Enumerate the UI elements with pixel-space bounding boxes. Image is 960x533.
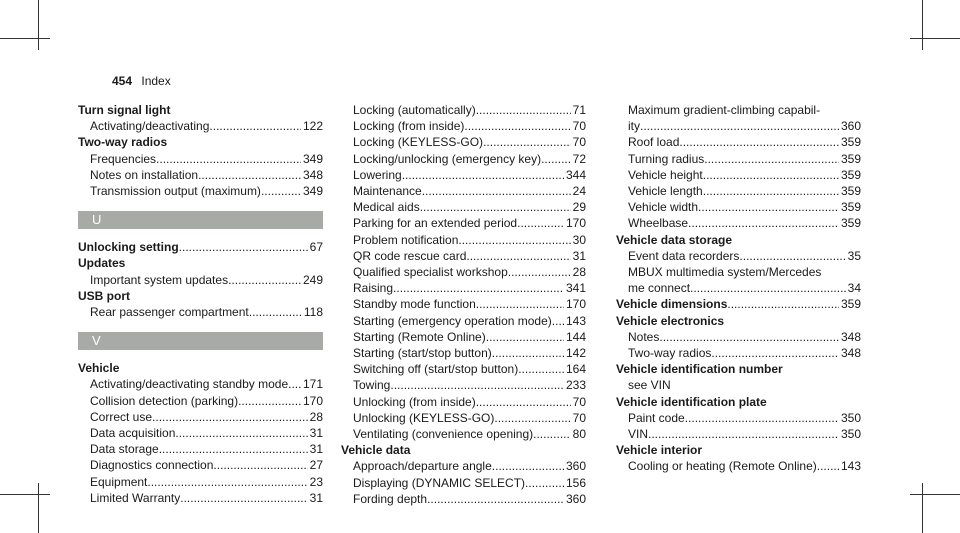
leader-dots <box>679 134 839 150</box>
index-heading: Turn signal light <box>78 103 171 117</box>
page-reference[interactable]: 67 <box>309 240 323 255</box>
index-subentry[interactable] <box>616 329 861 345</box>
index-subentry[interactable] <box>616 199 861 215</box>
entry-label: Transmission output (maximum) <box>90 184 261 199</box>
entry-label: Approach/departure angle <box>353 459 492 474</box>
page-reference[interactable]: 170 <box>302 393 323 408</box>
page-reference[interactable]: 70 <box>572 394 586 409</box>
page-reference[interactable]: 249 <box>302 272 323 287</box>
index-subentry[interactable] <box>78 409 323 425</box>
page-reference[interactable]: 143 <box>840 459 861 474</box>
entry-label: Correct use <box>90 409 153 424</box>
page-reference[interactable]: 359 <box>840 297 861 312</box>
entry-label: Locking (automatically) <box>353 103 476 117</box>
index-subentry[interactable] <box>616 167 861 183</box>
index-subentry[interactable] <box>616 183 861 199</box>
page-reference[interactable]: 344 <box>565 167 586 182</box>
page-reference[interactable]: 122 <box>302 119 323 134</box>
section-letter-bar: V <box>78 332 323 350</box>
page-reference[interactable]: 28 <box>309 409 323 424</box>
leader-dots <box>552 313 564 329</box>
leader-dots <box>541 151 571 167</box>
entry-label: Starting (emergency operation mode) <box>353 313 552 328</box>
index-subentry[interactable] <box>341 475 586 491</box>
index-subentry[interactable] <box>341 232 586 248</box>
entry-label: Paint code <box>628 410 685 425</box>
index-subentry[interactable] <box>341 410 586 426</box>
leader-dots <box>494 410 570 426</box>
index-subentry[interactable] <box>78 167 323 183</box>
page-reference[interactable]: 70 <box>572 410 586 425</box>
page-reference[interactable]: 72 <box>572 151 586 166</box>
leader-dots <box>180 490 307 506</box>
page-reference[interactable]: 28 <box>572 265 586 280</box>
crop-mark <box>0 38 50 39</box>
index-column-2 <box>341 102 586 507</box>
page-reference[interactable]: 359 <box>840 151 861 166</box>
leader-dots <box>198 167 301 183</box>
index-subentry[interactable] <box>341 215 586 231</box>
page-reference[interactable]: 360 <box>565 459 586 474</box>
page-header <box>112 74 171 88</box>
leader-dots <box>175 425 307 441</box>
page-reference[interactable]: 24 <box>572 184 586 199</box>
leader-dots <box>420 199 571 215</box>
leader-dots <box>288 376 301 392</box>
page-reference[interactable]: 164 <box>565 362 586 377</box>
entry-label: Unlocking (KEYLESS-GO) <box>353 410 495 425</box>
index-subentry[interactable] <box>616 458 861 474</box>
index-subentry[interactable] <box>616 134 861 150</box>
section-letter-bar: U <box>78 211 323 229</box>
index-heading: Vehicle interior <box>616 443 703 458</box>
page-reference[interactable]: 29 <box>572 200 586 215</box>
leader-dots <box>422 183 571 199</box>
page-reference[interactable]: 118 <box>303 305 323 320</box>
entry-label: Starting (start/stop button) <box>353 346 492 361</box>
index-subentry[interactable] <box>78 474 323 490</box>
index-subentry[interactable] <box>341 248 586 264</box>
entry-label: Displaying (DYNAMIC SELECT) <box>353 475 526 490</box>
page-reference[interactable]: 170 <box>565 297 586 312</box>
index-subentry[interactable] <box>341 329 586 345</box>
entry-label: Maintenance <box>353 184 422 199</box>
section-name: Index <box>141 74 171 88</box>
entry-label: Problem notification <box>353 232 459 247</box>
leader-dots <box>648 426 839 442</box>
index-subentry[interactable] <box>341 296 586 312</box>
entry-label: Qualified specialist workshop <box>353 265 508 280</box>
leader-dots <box>458 232 570 248</box>
page-reference[interactable]: 359 <box>840 135 861 150</box>
page-reference[interactable]: 70 <box>572 135 586 150</box>
index-heading: Vehicle identification number <box>616 362 783 377</box>
page-reference[interactable]: 35 <box>847 248 861 263</box>
index-heading: Two-way radios <box>78 135 168 150</box>
index-subentry[interactable] <box>78 490 323 506</box>
page-reference[interactable]: 31 <box>309 426 323 441</box>
entry-label: Turning radius <box>628 151 705 166</box>
entry-label: VIN <box>628 427 649 442</box>
entry-label: Notes on installation <box>90 167 199 182</box>
leader-dots <box>704 151 839 167</box>
index-subentry-text: see VIN <box>628 378 671 393</box>
page-reference[interactable]: 348 <box>840 346 861 361</box>
crop-mark <box>0 494 50 495</box>
entry-label: Two-way radios <box>628 346 712 361</box>
index-column-1 <box>78 102 323 506</box>
entry-label: Towing <box>353 378 391 393</box>
leader-dots <box>517 215 564 231</box>
page-reference[interactable]: 144 <box>565 329 586 344</box>
leader-dots <box>508 264 571 280</box>
index-heading: Vehicle <box>78 361 120 376</box>
entry-label: Wheelbase <box>628 216 689 231</box>
leader-dots <box>711 345 839 361</box>
leader-dots <box>476 296 564 312</box>
entry-label: Data storage <box>90 442 159 457</box>
index-subentry[interactable] <box>616 248 861 264</box>
entry-label: Notes <box>628 329 660 344</box>
index-subentry[interactable] <box>616 280 861 296</box>
leader-dots <box>393 280 564 296</box>
entry-label: Roof load <box>628 135 680 150</box>
entry-label: Cooling or heating (Remote Online) <box>628 459 817 474</box>
leader-dots <box>261 183 301 199</box>
leader-dots <box>402 167 564 183</box>
leader-dots <box>464 118 570 134</box>
index-heading-entry[interactable] <box>78 239 323 255</box>
leader-dots <box>739 248 845 264</box>
page-reference[interactable]: 71 <box>572 103 586 117</box>
index-subentry[interactable] <box>341 199 586 215</box>
leader-dots <box>159 441 308 457</box>
leader-dots <box>727 296 839 312</box>
entry-label: Important system updates <box>90 272 229 287</box>
index-heading: Updates <box>78 256 126 271</box>
page-reference[interactable]: 359 <box>840 216 861 231</box>
entry-label: Unlocking setting <box>78 240 179 255</box>
index-subentry[interactable] <box>616 118 861 134</box>
page-reference[interactable]: 359 <box>840 184 861 199</box>
entry-label: Equipment <box>90 474 148 489</box>
index-heading: USB port <box>78 288 130 303</box>
crop-mark <box>38 483 39 533</box>
entry-label: Vehicle dimensions <box>616 297 728 312</box>
crop-mark <box>922 483 923 533</box>
page-reference[interactable]: 156 <box>565 475 586 490</box>
page-reference[interactable]: 350 <box>840 410 861 425</box>
page-reference[interactable]: 30 <box>572 232 586 247</box>
index-subentry[interactable] <box>616 345 861 361</box>
index-subentry[interactable] <box>341 264 586 280</box>
index-subentry[interactable] <box>341 361 586 377</box>
page-reference[interactable]: 31 <box>572 248 586 263</box>
entry-label: Standby mode function <box>353 297 476 312</box>
leader-dots <box>228 272 301 288</box>
index-subentry[interactable] <box>341 426 586 442</box>
page-reference[interactable]: 360 <box>840 119 861 134</box>
leader-dots <box>640 118 839 134</box>
index-subentry[interactable] <box>616 151 861 167</box>
leader-dots <box>486 329 564 345</box>
page-reference[interactable]: 359 <box>840 200 861 215</box>
page-reference[interactable]: 171 <box>302 377 323 392</box>
leader-dots <box>690 280 846 296</box>
index-subentry[interactable] <box>78 151 323 167</box>
index-subentry[interactable] <box>341 102 586 118</box>
entry-label: Vehicle height <box>628 167 703 182</box>
index-subentry[interactable] <box>341 151 586 167</box>
leader-dots <box>685 410 839 426</box>
page-reference[interactable]: 142 <box>565 346 586 361</box>
entry-label: me connect <box>628 281 691 296</box>
leader-dots <box>518 361 564 377</box>
index-subentry[interactable] <box>341 313 586 329</box>
page-number: 454 <box>112 74 133 88</box>
index-heading: Vehicle electronics <box>616 313 725 328</box>
index-heading: Vehicle data <box>341 443 411 458</box>
page-reference[interactable]: 349 <box>302 184 323 199</box>
index-subentry[interactable] <box>616 410 861 426</box>
index-subentry[interactable] <box>341 280 586 296</box>
entry-label: Medical aids <box>353 200 420 215</box>
index-heading-entry[interactable] <box>616 296 861 312</box>
entry-label: Fording depth <box>353 491 428 506</box>
index-subentry[interactable] <box>78 272 323 288</box>
page-reference[interactable]: 143 <box>565 313 586 328</box>
entry-label: QR code rescue card <box>353 248 467 263</box>
leader-dots <box>688 215 839 231</box>
entry-label: Locking/unlocking (emergency key) <box>353 151 542 166</box>
entry-label: Activating/deactivating <box>90 119 210 134</box>
page-reference[interactable]: 360 <box>565 491 586 506</box>
entry-label: Collision detection (parking) <box>90 393 239 408</box>
crop-mark <box>910 494 960 495</box>
index-subentry[interactable] <box>78 118 323 134</box>
index-subentry[interactable] <box>78 441 323 457</box>
leader-dots <box>698 199 839 215</box>
leader-dots <box>525 475 564 491</box>
leader-dots <box>427 491 564 507</box>
page-reference[interactable]: 349 <box>302 151 323 166</box>
page-reference[interactable]: 80 <box>572 427 586 442</box>
page-reference[interactable]: 341 <box>565 281 586 296</box>
entry-label: Diagnostics connection <box>90 458 214 473</box>
page-reference[interactable]: 23 <box>309 474 323 489</box>
entry-label: Data acquisition <box>90 426 176 441</box>
entry-label: Vehicle length <box>628 184 703 199</box>
entry-label: Unlocking (from inside) <box>353 394 476 409</box>
leader-dots <box>249 304 302 320</box>
leader-dots <box>483 134 571 150</box>
entry-label: Rear passenger compartment <box>90 305 249 320</box>
page-reference[interactable]: 348 <box>840 329 861 344</box>
entry-label: Activating/deactivating standby mode <box>90 377 289 392</box>
crop-mark <box>922 0 923 50</box>
index-subentry[interactable] <box>341 394 586 410</box>
index-subentry[interactable] <box>78 393 323 409</box>
index-subentry[interactable] <box>341 134 586 150</box>
entry-label: Locking (KEYLESS-GO) <box>353 135 484 150</box>
leader-dots <box>390 377 564 393</box>
leader-dots <box>238 393 301 409</box>
index-subentry-text: Maximum gradient-climbing capabil- <box>628 103 821 117</box>
index-subentry[interactable] <box>341 118 586 134</box>
entry-label: Starting (Remote Online) <box>353 329 486 344</box>
index-subentry[interactable] <box>341 377 586 393</box>
page-reference[interactable]: 31 <box>309 490 323 505</box>
leader-dots <box>476 102 571 118</box>
index-subentry[interactable] <box>341 345 586 361</box>
leader-dots <box>703 183 839 199</box>
leader-dots <box>817 458 839 474</box>
leader-dots <box>156 151 301 167</box>
entry-label: Lowering <box>353 167 402 182</box>
index-subentry[interactable] <box>616 426 861 442</box>
index-subentry[interactable] <box>341 458 586 474</box>
entry-label: ity <box>628 119 640 134</box>
leader-dots <box>659 329 839 345</box>
crop-mark <box>910 38 960 39</box>
page-reference[interactable]: 350 <box>840 427 861 442</box>
entry-label: Limited Warranty <box>90 490 181 505</box>
crop-mark <box>38 0 39 50</box>
leader-dots <box>476 394 571 410</box>
leader-dots <box>147 474 307 490</box>
leader-dots <box>466 248 570 264</box>
leader-dots <box>492 458 564 474</box>
index-subentry[interactable] <box>341 491 586 507</box>
entry-label: Switching off (start/stop button) <box>353 362 519 377</box>
index-heading: Vehicle identification plate <box>616 394 767 409</box>
leader-dots <box>213 457 307 473</box>
index-subentry[interactable] <box>78 376 323 392</box>
leader-dots <box>179 239 308 255</box>
entry-label: Frequencies <box>90 151 157 166</box>
entry-label: Parking for an extended period <box>353 216 518 231</box>
index-column-3 <box>616 102 861 475</box>
index-heading: Vehicle data storage <box>616 232 733 247</box>
entry-label: Vehicle width <box>628 200 699 215</box>
page-reference[interactable]: 359 <box>840 167 861 182</box>
page-reference[interactable]: 27 <box>309 458 323 473</box>
index-subentry[interactable] <box>341 167 586 183</box>
index-subentry[interactable] <box>78 183 323 199</box>
index-subentry[interactable] <box>341 183 586 199</box>
leader-dots <box>209 118 301 134</box>
entry-label: Raising <box>353 281 394 296</box>
index-subentry[interactable] <box>78 457 323 473</box>
entry-label: Event data recorders <box>628 248 740 263</box>
leader-dots <box>152 409 308 425</box>
index-subentry[interactable] <box>78 425 323 441</box>
index-subentry[interactable] <box>616 215 861 231</box>
page-reference[interactable]: 233 <box>565 378 586 393</box>
page-reference[interactable]: 34 <box>847 281 861 296</box>
index-subentry[interactable] <box>78 304 323 320</box>
index-subentry-text: MBUX multimedia system/Mercedes <box>628 265 822 280</box>
page-reference[interactable]: 31 <box>309 442 323 457</box>
entry-label: Ventilating (convenience opening) <box>353 427 534 442</box>
leader-dots <box>492 345 564 361</box>
leader-dots <box>703 167 839 183</box>
entry-label: Locking (from inside) <box>353 119 465 134</box>
page-reference[interactable]: 70 <box>572 119 586 134</box>
leader-dots <box>533 426 571 442</box>
page-reference[interactable]: 170 <box>565 216 586 231</box>
page-reference[interactable]: 348 <box>302 167 323 182</box>
